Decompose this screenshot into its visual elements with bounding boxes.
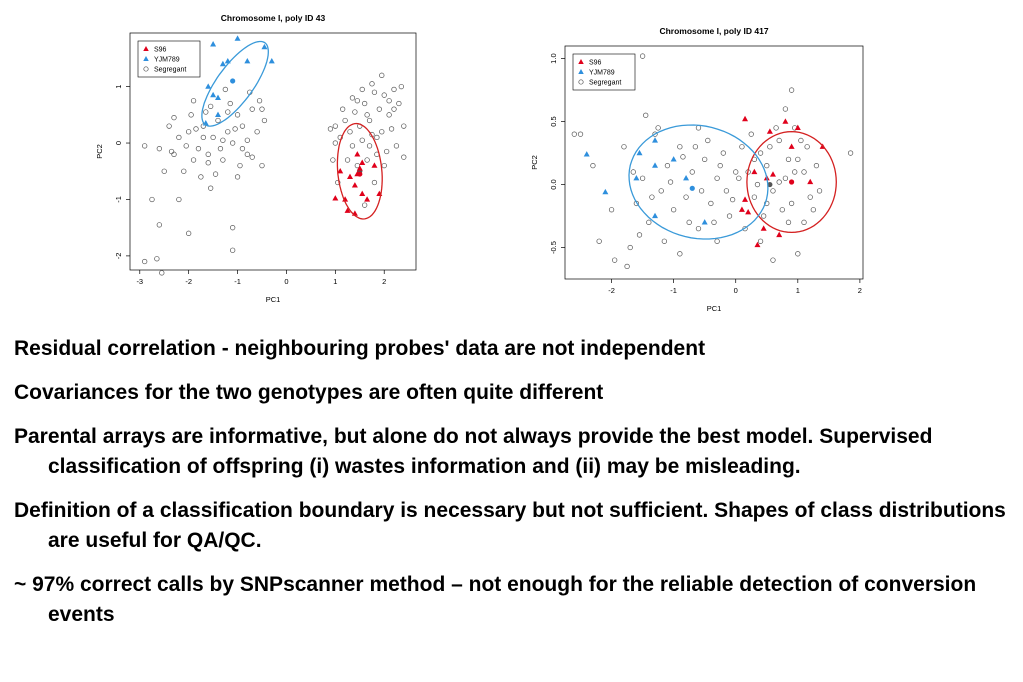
- segregant-point: [208, 186, 213, 191]
- segregant-point: [768, 144, 773, 149]
- segregant-point: [625, 264, 630, 269]
- yjm789-ellipse: [202, 42, 268, 127]
- segregant-point: [817, 189, 822, 194]
- segregant-point: [394, 144, 399, 149]
- segregant-point: [401, 124, 406, 129]
- yjm789-point: [671, 156, 677, 161]
- s96-point: [332, 195, 338, 200]
- segregant-point: [208, 104, 213, 109]
- segregant-point: [181, 169, 186, 174]
- bullet-list: [14, 334, 1014, 644]
- segregant-point: [345, 158, 350, 163]
- yjm789-point: [602, 189, 608, 194]
- y-tick-label: -2: [114, 252, 123, 260]
- segregant-point: [177, 197, 182, 202]
- segregant-point: [696, 126, 701, 131]
- segregant-point: [637, 233, 642, 238]
- segregant-point: [802, 220, 807, 225]
- segregant-point: [260, 163, 265, 168]
- segregant-point: [250, 155, 255, 160]
- s96-point: [364, 196, 370, 201]
- legend-yjm789-label: YJM789: [589, 69, 615, 77]
- segregant-point: [715, 239, 720, 244]
- segregant-point: [213, 172, 218, 177]
- chart-title: Chromosome I, poly ID 417: [659, 26, 769, 36]
- segregant-point: [802, 170, 807, 175]
- s96-point: [745, 209, 751, 214]
- segregant-point: [628, 245, 633, 250]
- segregant-point: [167, 124, 172, 129]
- segregant-point: [343, 118, 348, 123]
- segregant-point: [597, 239, 602, 244]
- segregant-point: [328, 127, 333, 132]
- yjm789-point: [210, 41, 216, 46]
- segregant-point: [389, 127, 394, 132]
- segregant-point: [157, 223, 162, 228]
- segregant-point: [260, 107, 265, 112]
- s96-point: [782, 118, 788, 123]
- segregant-point: [631, 170, 636, 175]
- segregant-point: [216, 118, 221, 123]
- yjm789-centroid: [230, 78, 235, 83]
- segregant-point: [225, 129, 230, 134]
- segregant-point: [578, 132, 583, 137]
- yjm789-point: [652, 213, 658, 218]
- scatter-plot-poly-43-svg: [82, 8, 422, 310]
- s96-centroid: [789, 179, 794, 184]
- segregant-point: [384, 149, 389, 154]
- segregant-point: [789, 201, 794, 206]
- segregant-point: [730, 197, 735, 202]
- segregant-point: [777, 138, 782, 143]
- segregant-point: [189, 113, 194, 118]
- segregant-point: [262, 118, 267, 123]
- segregant-point: [737, 176, 742, 181]
- bullet-residual-correlation: Residual correlation - neighbouring probes' data are not independent: [14, 337, 706, 360]
- segregant-point: [228, 101, 233, 106]
- segregant-point: [786, 157, 791, 162]
- x-tick-label: -1: [234, 277, 241, 286]
- s96-point: [371, 162, 377, 167]
- legend-s96-label: S96: [154, 46, 167, 54]
- legend-segregant-label: Segregant: [589, 79, 622, 87]
- segregant-point: [250, 107, 255, 112]
- segregant-point: [191, 158, 196, 163]
- yjm789-point: [702, 219, 708, 224]
- segregant-point: [379, 129, 384, 134]
- segregant-point: [230, 141, 235, 146]
- chart-title: Chromosome I, poly ID 43: [220, 13, 326, 23]
- segregant-point: [392, 107, 397, 112]
- y-tick-label: 0.5: [549, 116, 558, 127]
- segregant-point: [774, 126, 779, 131]
- segregant-point: [643, 113, 648, 118]
- s96-point: [751, 169, 757, 174]
- segregant-point: [355, 98, 360, 103]
- segregant-point: [640, 54, 645, 59]
- segregant-point: [230, 225, 235, 230]
- segregant-point: [696, 226, 701, 231]
- s96-point: [761, 225, 767, 230]
- segregant-point: [203, 110, 208, 115]
- s96-point: [347, 174, 353, 179]
- x-tick-label: 0: [284, 277, 289, 286]
- segregant-point: [142, 144, 147, 149]
- yjm789-point: [683, 175, 689, 180]
- segregant-point: [375, 135, 380, 140]
- segregant-point: [656, 126, 661, 131]
- segregant-point: [671, 207, 676, 212]
- segregant-point: [218, 146, 223, 151]
- segregant-point: [799, 138, 804, 143]
- s96-point: [359, 191, 365, 196]
- x-tick-label: -3: [136, 277, 144, 286]
- yjm789-point: [215, 112, 221, 117]
- scatter-plot-poly-417-svg: [525, 14, 870, 318]
- segregant-point: [257, 98, 262, 103]
- bullet-covariances: Covariances for the two genotypes are often quite different: [14, 381, 604, 404]
- segregant-point: [758, 151, 763, 156]
- segregant-point: [172, 152, 177, 157]
- s96-centroid: [357, 171, 362, 176]
- segregant-point: [159, 271, 164, 276]
- segregant-point: [245, 138, 250, 143]
- legend-segregant-label: Segregant: [154, 66, 187, 74]
- segregant-point: [353, 110, 358, 115]
- y-tick-label: -0.5: [549, 241, 558, 254]
- segregant-point: [789, 88, 794, 93]
- segregant-point: [169, 149, 174, 154]
- yjm789-point: [210, 92, 216, 97]
- segregant-point: [761, 214, 766, 219]
- segregant-point: [201, 135, 206, 140]
- segregant-point: [392, 87, 397, 92]
- s96-point: [807, 179, 813, 184]
- segregant-point: [348, 129, 353, 134]
- segregant-point: [572, 132, 577, 137]
- bullet-parental-arrays: Parental arrays are informative, but alone do not always provide the best model. Supervised classification of offspring (i) wastes information and (ii) may be misleading.: [14, 425, 933, 478]
- x-tick-label: -2: [608, 286, 615, 295]
- segregant-point: [387, 98, 392, 103]
- segregant-point: [382, 163, 387, 168]
- segregant-point: [591, 163, 596, 168]
- segregant-point: [783, 107, 788, 112]
- segregant-point: [230, 248, 235, 253]
- segregant-point: [194, 127, 199, 132]
- segregant-point: [235, 175, 240, 180]
- yjm789-point: [652, 137, 658, 142]
- yjm789-point: [269, 58, 275, 63]
- segregant-point: [612, 258, 617, 263]
- s96-point: [352, 182, 358, 187]
- y-tick-label: -1: [114, 196, 123, 203]
- segregant-point: [668, 180, 673, 185]
- y-tick-label: 1.0: [549, 53, 558, 64]
- segregant-point: [387, 113, 392, 118]
- segregant-point: [705, 138, 710, 143]
- segregant-point: [223, 87, 228, 92]
- segregant-point: [764, 163, 769, 168]
- s96-point: [776, 232, 782, 237]
- segregant-point: [399, 84, 404, 89]
- segregant-point: [808, 195, 813, 200]
- segregant-point: [142, 259, 147, 264]
- scatter-plot-poly-417: [525, 14, 870, 318]
- yjm789-point: [244, 58, 250, 63]
- segregant-point: [796, 252, 801, 257]
- segregant-point: [150, 197, 155, 202]
- segregant-point: [792, 170, 797, 175]
- bullet-correct-calls: ~ 97% correct calls by SNPscanner method – not enough for the reliable detection of conversion events: [14, 573, 977, 626]
- segregant-point: [235, 113, 240, 118]
- s96-point: [359, 160, 365, 165]
- x-tick-label: 2: [857, 286, 862, 295]
- x-tick-label: 0: [733, 286, 738, 295]
- segregant-point: [721, 151, 726, 156]
- legend: [573, 54, 635, 90]
- segregant-point: [771, 258, 776, 263]
- segregant-point: [702, 157, 707, 162]
- x-tick-label: 1: [795, 286, 800, 295]
- segregant-point: [186, 129, 191, 134]
- x-axis-label: PC1: [706, 304, 722, 313]
- segregant-point: [715, 176, 720, 181]
- segregant-point: [678, 252, 683, 257]
- segregant-point: [196, 146, 201, 151]
- segregant-point: [372, 90, 377, 95]
- segregant-point: [177, 135, 182, 140]
- segregant-point: [240, 146, 245, 151]
- segregant-point: [401, 155, 406, 160]
- y-axis-label: PC2: [95, 144, 104, 159]
- segregant-point: [370, 81, 375, 86]
- segregant-point: [379, 73, 384, 78]
- segregant-point: [740, 144, 745, 149]
- segregant-point: [771, 189, 776, 194]
- segregant-point: [786, 220, 791, 225]
- legend-yjm789-label: YJM789: [154, 56, 180, 64]
- x-tick-label: 2: [382, 277, 387, 286]
- segregant-point: [233, 127, 238, 132]
- yjm789-point: [220, 61, 226, 66]
- yjm789-point: [215, 95, 221, 100]
- yjm789-point: [205, 83, 211, 88]
- segregant-point: [777, 180, 782, 185]
- segregant-point: [650, 195, 655, 200]
- segregant-point: [718, 163, 723, 168]
- segregant-point: [690, 170, 695, 175]
- segregant-point: [184, 144, 189, 149]
- segregant-point: [814, 163, 819, 168]
- segregant-point: [365, 158, 370, 163]
- segregant-point: [377, 107, 382, 112]
- segregant-point: [333, 124, 338, 129]
- segregant-point: [796, 157, 801, 162]
- s96-point: [742, 196, 748, 201]
- segregant-point: [727, 214, 732, 219]
- segregant-point: [678, 144, 683, 149]
- segregant-point: [331, 158, 336, 163]
- segregant-point: [665, 163, 670, 168]
- segregant-point: [687, 220, 692, 225]
- yjm789-point: [584, 151, 590, 156]
- segregant-point: [186, 231, 191, 236]
- segregant-point: [724, 189, 729, 194]
- segregant-point: [206, 160, 211, 165]
- segregant-point: [780, 207, 785, 212]
- x-tick-label: 1: [333, 277, 338, 286]
- segregant-point: [360, 138, 365, 143]
- segregant-point: [157, 146, 162, 151]
- segregant-point: [699, 189, 704, 194]
- segregant-point: [749, 132, 754, 137]
- yjm789-centroid: [690, 186, 695, 191]
- segregant-point: [333, 141, 338, 146]
- segregant-point: [206, 152, 211, 157]
- segregant-point: [640, 176, 645, 181]
- segregant-point: [238, 163, 243, 168]
- segregant-point: [162, 169, 167, 174]
- y-tick-label: 0: [114, 140, 123, 146]
- segregant-point: [172, 115, 177, 120]
- yjm789-point: [652, 162, 658, 167]
- s96-point: [754, 242, 760, 247]
- segregant-point: [609, 207, 614, 212]
- s96-point: [770, 171, 776, 176]
- segregant-point: [360, 87, 365, 92]
- segregant-point: [225, 110, 230, 115]
- segregant-point: [155, 256, 160, 261]
- segregant-point: [199, 175, 204, 180]
- segregant-point: [783, 176, 788, 181]
- segregant-point: [340, 107, 345, 112]
- segregant-point: [752, 195, 757, 200]
- s96-point: [767, 128, 773, 133]
- segregant-point: [255, 129, 260, 134]
- segregant-point: [693, 144, 698, 149]
- s96-point: [354, 151, 360, 156]
- segregant-point: [397, 101, 402, 106]
- segregant-point: [647, 220, 652, 225]
- x-tick-label: -2: [185, 277, 193, 286]
- segregant-point: [221, 138, 226, 143]
- bullet-classification-boundary: Definition of a classification boundary is necessary but not sufficient. Shapes of class distributions are useful for QA/QC.: [14, 499, 1006, 552]
- segregant-point: [211, 135, 216, 140]
- segregant-point: [245, 152, 250, 157]
- segregant-point: [362, 203, 367, 208]
- yjm789-point: [235, 35, 241, 40]
- s96-point: [739, 206, 745, 211]
- segregant-point: [662, 239, 667, 244]
- segregant-point: [365, 113, 370, 118]
- y-tick-label: 1: [114, 84, 123, 89]
- segregant-point: [240, 124, 245, 129]
- segregant-point: [805, 144, 810, 149]
- scatter-plot-poly-43: [82, 8, 422, 310]
- segregant-point: [221, 158, 226, 163]
- segregant-point: [372, 180, 377, 185]
- x-tick-label: -1: [670, 286, 677, 295]
- y-tick-label: 0.0: [549, 179, 558, 190]
- s96-point: [789, 144, 795, 149]
- s96-point: [742, 116, 748, 121]
- segregant-point: [848, 151, 853, 156]
- segregant-point: [362, 101, 367, 106]
- segregant-point: [811, 207, 816, 212]
- segregant-point: [191, 98, 196, 103]
- segregant-point: [755, 182, 760, 187]
- segregant-point: [622, 144, 627, 149]
- legend: [138, 41, 200, 77]
- y-axis-label: PC2: [530, 155, 539, 170]
- yjm789-point: [633, 175, 639, 180]
- segregant-point: [367, 118, 372, 123]
- legend-s96-label: S96: [589, 59, 602, 67]
- segregant-point: [350, 144, 355, 149]
- segregant-point: [709, 201, 714, 206]
- segregant-point: [659, 189, 664, 194]
- segregant-point: [758, 239, 763, 244]
- segregant-point: [681, 155, 686, 160]
- segregant-point: [382, 93, 387, 98]
- segregant-point: [712, 220, 717, 225]
- segregant-point: [350, 96, 355, 101]
- segregant-point: [367, 144, 372, 149]
- x-axis-label: PC1: [265, 295, 281, 304]
- segregant-point: [684, 195, 689, 200]
- segregant-point: [733, 170, 738, 175]
